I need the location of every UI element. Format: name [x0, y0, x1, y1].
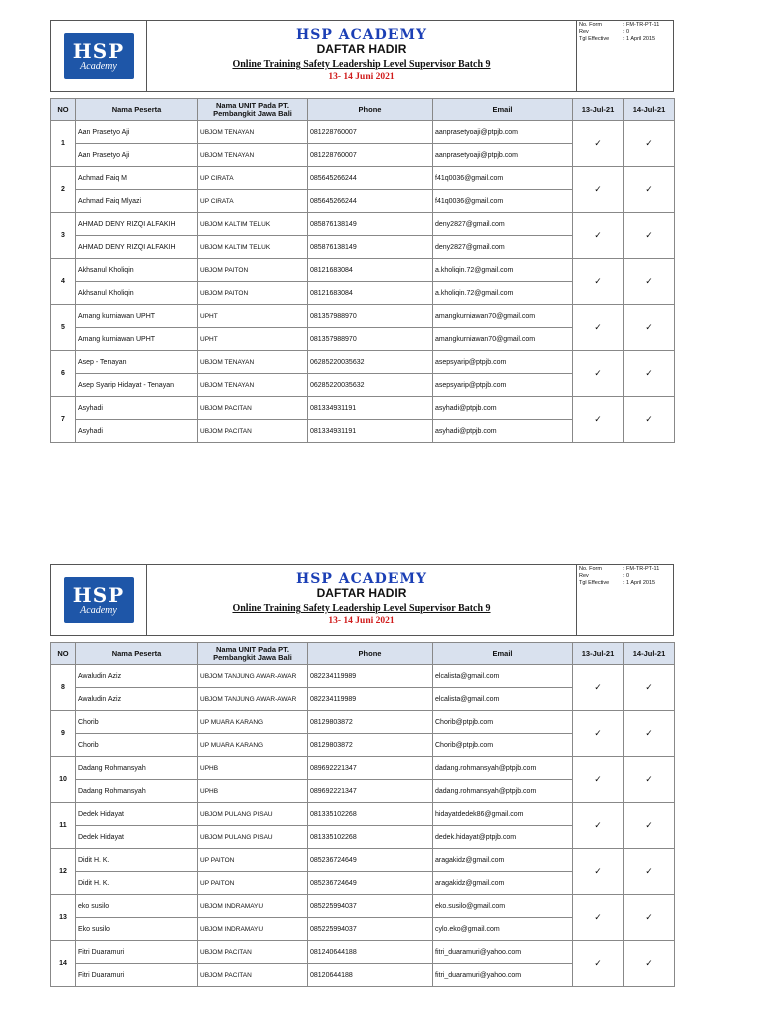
attendance-check-day2: ✓ — [624, 665, 675, 711]
participant-unit: UPHT — [198, 305, 308, 328]
participant-name: AHMAD DENY RIZQI ALFAKIH — [76, 236, 198, 259]
participant-name: Asep Syarip Hidayat - Tenayan — [76, 374, 198, 397]
participant-number: 8 — [51, 665, 76, 711]
participant-name: Didit H. K. — [76, 872, 198, 895]
participant-name: Aan Prasetyo Aji — [76, 144, 198, 167]
col-header-name: Nama Peserta — [76, 99, 198, 121]
participant-phone: 081335102268 — [308, 803, 433, 826]
attendance-check-day1: ✓ — [573, 849, 624, 895]
participant-name: Akhsanul Kholiqin — [76, 282, 198, 305]
participant-unit: UBJOM PACITAN — [198, 397, 308, 420]
table-row — [51, 397, 675, 420]
course-title: Online Training Safety Leadership Level Supervisor Batch 9 — [232, 603, 491, 614]
participant-email: fitri_duaramuri@yahoo.com — [433, 941, 573, 964]
participant-email: eko.susilo@gmail.com — [433, 895, 573, 918]
attendance-check-day2: ✓ — [624, 305, 675, 351]
participant-email: asepsyarip@ptpjb.com — [433, 374, 573, 397]
col-header-no: NO — [51, 643, 76, 665]
participant-phone: 08129803872 — [308, 734, 433, 757]
participant-phone: 085225994037 — [308, 918, 433, 941]
attendance-table — [50, 642, 675, 987]
participant-email: Chorib@ptpjb.com — [433, 711, 573, 734]
participant-unit: UBJOM TANJUNG AWAR-AWAR — [198, 688, 308, 711]
participant-name: Chorib — [76, 734, 198, 757]
participant-number: 2 — [51, 167, 76, 213]
participant-phone: 089692221347 — [308, 780, 433, 803]
participant-email: deny2827@gmail.com — [433, 213, 573, 236]
col-header-unit: Nama UNIT Pada PT. Pembangkit Jawa Bali — [198, 99, 308, 121]
participant-email: aanprasetyoaji@ptpjb.com — [433, 121, 573, 144]
participant-email: asyhadi@ptpjb.com — [433, 397, 573, 420]
participant-name: Didit H. K. — [76, 849, 198, 872]
participant-name: Fitri Duaramuri — [76, 941, 198, 964]
attendance-check-day1: ✓ — [573, 351, 624, 397]
table-row — [51, 213, 675, 236]
attendance-check-day1: ✓ — [573, 895, 624, 941]
participant-number: 14 — [51, 941, 76, 987]
attendance-sheet-2 — [50, 564, 674, 987]
participant-name: Amang kurniawan UPHT — [76, 328, 198, 351]
attendance-check-day2: ✓ — [624, 121, 675, 167]
attendance-table — [50, 98, 675, 443]
table-row — [51, 121, 675, 144]
participant-name: Dadang Rohmansyah — [76, 757, 198, 780]
participant-phone: 08121683084 — [308, 259, 433, 282]
participant-name: AHMAD DENY RIZQI ALFAKIH — [76, 213, 198, 236]
col-header-no: NO — [51, 99, 76, 121]
form-meta: No. Form : FM-TR-PT-11 Rev : 0 Tgl Effective : 1 April 2015 — [579, 566, 660, 586]
attendance-check-day1: ✓ — [573, 305, 624, 351]
participant-email: fitri_duaramuri@yahoo.com — [433, 964, 573, 987]
participant-name: Eko susilo — [76, 918, 198, 941]
participant-email: elcalista@gmail.com — [433, 688, 573, 711]
col-header-day1: 13-Jul-21 — [573, 99, 624, 121]
participant-number: 5 — [51, 305, 76, 351]
participant-number: 6 — [51, 351, 76, 397]
participant-phone: 08129803872 — [308, 711, 433, 734]
participant-phone: 081228760007 — [308, 121, 433, 144]
attendance-check-day1: ✓ — [573, 259, 624, 305]
participant-unit: UP PAITON — [198, 872, 308, 895]
table-row — [51, 803, 675, 826]
attendance-check-day2: ✓ — [624, 895, 675, 941]
participant-email: deny2827@gmail.com — [433, 236, 573, 259]
participant-email: hidayatdedek86@gmail.com — [433, 803, 573, 826]
attendance-check-day1: ✓ — [573, 397, 624, 443]
participant-email: dedek.hidayat@ptpjb.com — [433, 826, 573, 849]
attendance-check-day2: ✓ — [624, 213, 675, 259]
participant-unit: UBJOM TENAYAN — [198, 121, 308, 144]
form-meta: No. Form : FM-TR-PT-11 Rev : 0 Tgl Effective : 1 April 2015 — [579, 22, 660, 42]
participant-name: Achmad Faiq Mlyazi — [76, 190, 198, 213]
participant-number: 4 — [51, 259, 76, 305]
participant-phone: 081240644188 — [308, 941, 433, 964]
academy-name: HSP ACADEMY — [296, 571, 427, 587]
table-row — [51, 895, 675, 918]
participant-phone: 06285220035632 — [308, 374, 433, 397]
participant-phone: 081334931191 — [308, 397, 433, 420]
hsp-academy-logo: HSP Academy — [64, 33, 134, 79]
attendance-check-day1: ✓ — [573, 167, 624, 213]
col-header-day2: 14-Jul-21 — [624, 643, 675, 665]
sheet-header — [50, 20, 674, 92]
participant-email: asepsyarip@ptpjb.com — [433, 351, 573, 374]
participant-name: Chorib — [76, 711, 198, 734]
participant-email: asyhadi@ptpjb.com — [433, 420, 573, 443]
participant-unit: UP PAITON — [198, 849, 308, 872]
participant-email: a.kholiqin.72@gmail.com — [433, 259, 573, 282]
participant-name: Awaludin Aziz — [76, 665, 198, 688]
participant-unit: UBJOM INDRAMAYU — [198, 918, 308, 941]
participant-number: 13 — [51, 895, 76, 941]
course-date: 13- 14 Juni 2021 — [328, 616, 395, 626]
participant-name: Dedek Hidayat — [76, 803, 198, 826]
attendance-check-day2: ✓ — [624, 167, 675, 213]
participant-name: Asyhadi — [76, 420, 198, 443]
table-row — [51, 351, 675, 374]
participant-number: 9 — [51, 711, 76, 757]
participant-unit: UP CIRATA — [198, 167, 308, 190]
participant-unit: UPHT — [198, 328, 308, 351]
participant-unit: UBJOM TENAYAN — [198, 374, 308, 397]
participant-name: Aan Prasetyo Aji — [76, 121, 198, 144]
participant-email: aragakidz@gmail.com — [433, 872, 573, 895]
attendance-check-day1: ✓ — [573, 711, 624, 757]
participant-phone: 085236724649 — [308, 872, 433, 895]
col-header-email: Email — [433, 99, 573, 121]
table-row — [51, 941, 675, 964]
attendance-check-day1: ✓ — [573, 941, 624, 987]
participant-name: Akhsanul Kholiqin — [76, 259, 198, 282]
attendance-check-day2: ✓ — [624, 941, 675, 987]
attendance-check-day2: ✓ — [624, 397, 675, 443]
academy-name: HSP ACADEMY — [296, 27, 427, 43]
participant-email: elcalista@gmail.com — [433, 665, 573, 688]
participant-email: aanprasetyoaji@ptpjb.com — [433, 144, 573, 167]
participant-email: Chorib@ptpjb.com — [433, 734, 573, 757]
table-row — [51, 305, 675, 328]
participant-phone: 06285220035632 — [308, 351, 433, 374]
document-title: DAFTAR HADIR — [316, 586, 407, 600]
participant-number: 10 — [51, 757, 76, 803]
participant-email: cylo.eko@gmail.com — [433, 918, 573, 941]
participant-unit: UBJOM PULANG PISAU — [198, 826, 308, 849]
table-header-row — [51, 99, 675, 121]
participant-phone: 081334931191 — [308, 420, 433, 443]
participant-name: Dadang Rohmansyah — [76, 780, 198, 803]
participant-unit: UBJOM KALTIM TELUK — [198, 213, 308, 236]
participant-number: 1 — [51, 121, 76, 167]
participant-email: dadang.rohmansyah@ptpjb.com — [433, 757, 573, 780]
attendance-check-day1: ✓ — [573, 121, 624, 167]
participant-unit: UBJOM PACITAN — [198, 964, 308, 987]
course-title: Online Training Safety Leadership Level Supervisor Batch 9 — [232, 59, 491, 70]
participant-unit: UP CIRATA — [198, 190, 308, 213]
participant-unit: UP MUARA KARANG — [198, 711, 308, 734]
participant-number: 3 — [51, 213, 76, 259]
sheet-header — [50, 564, 674, 636]
participant-email: amangkurniawan70@gmail.com — [433, 328, 573, 351]
participant-phone: 08120644188 — [308, 964, 433, 987]
participant-phone: 085645266244 — [308, 167, 433, 190]
table-row — [51, 665, 675, 688]
participant-name: Amang kurniawan UPHT — [76, 305, 198, 328]
participant-number: 11 — [51, 803, 76, 849]
participant-unit: UP MUARA KARANG — [198, 734, 308, 757]
participant-number: 12 — [51, 849, 76, 895]
participant-phone: 089692221347 — [308, 757, 433, 780]
participant-unit: UBJOM KALTIM TELUK — [198, 236, 308, 259]
table-row — [51, 167, 675, 190]
participant-unit: UBJOM TANJUNG AWAR-AWAR — [198, 665, 308, 688]
participant-unit: UBJOM PULANG PISAU — [198, 803, 308, 826]
participant-unit: UBJOM INDRAMAYU — [198, 895, 308, 918]
attendance-check-day1: ✓ — [573, 213, 624, 259]
document-title: DAFTAR HADIR — [316, 42, 407, 56]
participant-email: amangkurniawan70@gmail.com — [433, 305, 573, 328]
attendance-check-day2: ✓ — [624, 259, 675, 305]
attendance-check-day1: ✓ — [573, 665, 624, 711]
participant-name: Dedek Hidayat — [76, 826, 198, 849]
participant-name: eko susilo — [76, 895, 198, 918]
participant-phone: 081228760007 — [308, 144, 433, 167]
col-header-phone: Phone — [308, 643, 433, 665]
table-row — [51, 711, 675, 734]
attendance-check-day1: ✓ — [573, 803, 624, 849]
attendance-check-day2: ✓ — [624, 757, 675, 803]
attendance-sheet-1 — [50, 20, 674, 443]
table-row — [51, 757, 675, 780]
participant-name: Asep - Tenayan — [76, 351, 198, 374]
participant-email: dadang.rohmansyah@ptpjb.com — [433, 780, 573, 803]
participant-phone: 085876138149 — [308, 236, 433, 259]
col-header-name: Nama Peserta — [76, 643, 198, 665]
participant-email: a.kholiqin.72@gmail.com — [433, 282, 573, 305]
attendance-check-day2: ✓ — [624, 351, 675, 397]
col-header-unit: Nama UNIT Pada PT. Pembangkit Jawa Bali — [198, 643, 308, 665]
participant-number: 7 — [51, 397, 76, 443]
table-row — [51, 259, 675, 282]
participant-phone: 085876138149 — [308, 213, 433, 236]
col-header-email: Email — [433, 643, 573, 665]
participant-phone: 08121683084 — [308, 282, 433, 305]
participant-unit: UBJOM TENAYAN — [198, 144, 308, 167]
participant-email: aragakidz@gmail.com — [433, 849, 573, 872]
participant-phone: 081335102268 — [308, 826, 433, 849]
hsp-academy-logo: HSP Academy — [64, 577, 134, 623]
participant-phone: 081357988970 — [308, 328, 433, 351]
participant-unit: UBJOM TENAYAN — [198, 351, 308, 374]
table-row — [51, 849, 675, 872]
participant-unit: UPHB — [198, 780, 308, 803]
participant-email: f41q0036@gmail.com — [433, 167, 573, 190]
participant-name: Achmad Faiq M — [76, 167, 198, 190]
participant-phone: 085645266244 — [308, 190, 433, 213]
course-date: 13- 14 Juni 2021 — [328, 72, 395, 82]
participant-name: Fitri Duaramuri — [76, 964, 198, 987]
attendance-check-day2: ✓ — [624, 711, 675, 757]
attendance-check-day1: ✓ — [573, 757, 624, 803]
participant-phone: 081357988970 — [308, 305, 433, 328]
participant-unit: UBJOM PAITON — [198, 259, 308, 282]
participant-phone: 085236724649 — [308, 849, 433, 872]
participant-name: Awaludin Aziz — [76, 688, 198, 711]
participant-phone: 082234119989 — [308, 665, 433, 688]
col-header-phone: Phone — [308, 99, 433, 121]
participant-phone: 085225994037 — [308, 895, 433, 918]
participant-email: f41q0036@gmail.com — [433, 190, 573, 213]
participant-phone: 082234119989 — [308, 688, 433, 711]
attendance-check-day2: ✓ — [624, 803, 675, 849]
attendance-check-day2: ✓ — [624, 849, 675, 895]
col-header-day1: 13-Jul-21 — [573, 643, 624, 665]
participant-unit: UBJOM PACITAN — [198, 941, 308, 964]
participant-unit: UBJOM PAITON — [198, 282, 308, 305]
col-header-day2: 14-Jul-21 — [624, 99, 675, 121]
table-header-row — [51, 643, 675, 665]
participant-unit: UPHB — [198, 757, 308, 780]
participant-name: Asyhadi — [76, 397, 198, 420]
participant-unit: UBJOM PACITAN — [198, 420, 308, 443]
